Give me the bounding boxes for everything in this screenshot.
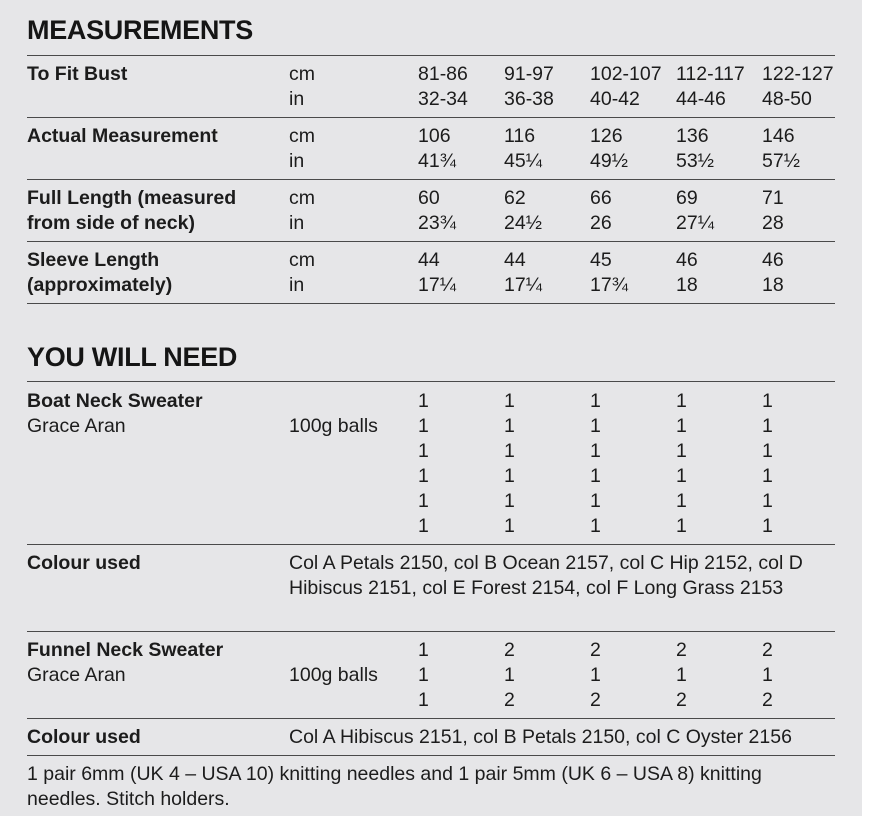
size-value: 44 (504, 249, 526, 271)
ball-count: 1 (676, 664, 687, 686)
ball-count: 1 (676, 490, 687, 512)
size-value: 69 (676, 187, 698, 209)
size-value: 23¾ (418, 212, 456, 234)
ball-count: 1 (418, 440, 429, 462)
divider (27, 755, 835, 756)
ball-count: 1 (504, 515, 515, 537)
colour-used-label: Colour used (27, 552, 141, 574)
size-value: 136 (676, 125, 709, 147)
colour-list: Col A Hibiscus 2151, col B Petals 2150, col C Oyster 2156 (289, 726, 792, 748)
garment-title: Boat Neck Sweater (27, 390, 203, 412)
ball-count: 1 (676, 440, 687, 462)
size-value: 26 (590, 212, 612, 234)
size-value: 102-107 (590, 63, 662, 85)
size-value: 44 (418, 249, 440, 271)
ball-count: 1 (676, 390, 687, 412)
ball-count: 1 (676, 415, 687, 437)
ball-count: 2 (504, 639, 515, 661)
ball-count: 1 (762, 415, 773, 437)
ball-count: 1 (590, 664, 601, 686)
divider (27, 381, 835, 382)
unit-label: cm (289, 63, 315, 85)
unit-label: in (289, 212, 305, 234)
ball-count: 1 (676, 465, 687, 487)
divider (27, 117, 835, 118)
size-value: 44-46 (676, 88, 726, 110)
ball-count: 1 (418, 390, 429, 412)
divider (27, 718, 835, 719)
colour-list: Col A Petals 2150, col B Ocean 2157, col C Hip 2152, col D Hibiscus 2151, col E Forest 2154, col F Long Grass 2153 (289, 552, 803, 599)
ball-count: 1 (590, 415, 601, 437)
ball-count: 1 (504, 490, 515, 512)
size-value: 45 (590, 249, 612, 271)
unit-label: in (289, 274, 305, 296)
ball-count: 1 (762, 515, 773, 537)
ball-count: 1 (418, 490, 429, 512)
size-value: 57½ (762, 150, 800, 172)
ball-count: 1 (590, 390, 601, 412)
divider (27, 631, 835, 632)
row-label-line2: (approximately) (27, 274, 173, 296)
size-value: 60 (418, 187, 440, 209)
divider (27, 303, 835, 304)
size-value: 81-86 (418, 63, 468, 85)
size-value: 18 (762, 274, 784, 296)
size-value: 48-50 (762, 88, 812, 110)
divider (27, 544, 835, 545)
unit-label: cm (289, 249, 315, 271)
ball-count: 1 (418, 639, 429, 661)
colour-used-label: Colour used (27, 726, 141, 748)
ball-count: 1 (418, 515, 429, 537)
ball-count: 1 (418, 664, 429, 686)
ball-count: 2 (590, 689, 601, 711)
measurements-heading: MEASUREMENTS (27, 15, 253, 45)
ball-count: 2 (762, 639, 773, 661)
ball-count: 1 (504, 415, 515, 437)
ball-count: 2 (676, 639, 687, 661)
ball-count: 2 (504, 689, 515, 711)
ball-count: 1 (418, 415, 429, 437)
ball-count: 1 (418, 689, 429, 711)
unit-label: cm (289, 187, 315, 209)
size-value: 62 (504, 187, 526, 209)
size-value: 17¾ (590, 274, 628, 296)
divider (27, 241, 835, 242)
size-value: 41¾ (418, 150, 456, 172)
size-value: 45¼ (504, 150, 542, 172)
row-label: Sleeve Length (27, 249, 160, 271)
divider (27, 55, 835, 56)
size-value: 17¼ (504, 274, 542, 296)
size-value: 66 (590, 187, 612, 209)
size-value: 71 (762, 187, 784, 209)
row-label-line2: from side of neck) (27, 212, 195, 234)
unit-label: cm (289, 125, 315, 147)
ball-count: 1 (590, 490, 601, 512)
size-value: 32-34 (418, 88, 468, 110)
size-value: 106 (418, 125, 451, 147)
needles-note: 1 pair 6mm (UK 4 – USA 10) knitting needles and 1 pair 5mm (UK 6 – USA 8) knitting needles. Stitch holders. (27, 763, 762, 810)
ball-count: 2 (762, 689, 773, 711)
yarn-name: Grace Aran (27, 664, 126, 686)
garment-title: Funnel Neck Sweater (27, 639, 224, 661)
ball-count: 1 (504, 390, 515, 412)
size-value: 112-117 (676, 63, 745, 85)
size-value: 91-97 (504, 63, 554, 85)
size-value: 116 (504, 125, 536, 147)
size-value: 36-38 (504, 88, 554, 110)
ball-count: 1 (676, 515, 687, 537)
you-will-need-heading: YOU WILL NEED (27, 342, 238, 372)
size-value: 46 (762, 249, 784, 271)
ball-count: 1 (504, 664, 515, 686)
size-value: 46 (676, 249, 698, 271)
yarn-unit: 100g balls (289, 664, 378, 686)
ball-count: 2 (590, 639, 601, 661)
size-value: 53½ (676, 150, 714, 172)
yarn-name: Grace Aran (27, 415, 126, 437)
size-value: 122-127 (762, 63, 834, 85)
size-value: 28 (762, 212, 784, 234)
ball-count: 1 (590, 465, 601, 487)
ball-count: 1 (762, 390, 773, 412)
size-value: 49½ (590, 150, 628, 172)
yarn-unit: 100g balls (289, 415, 378, 437)
size-value: 40-42 (590, 88, 640, 110)
ball-count: 1 (418, 465, 429, 487)
ball-count: 1 (762, 664, 773, 686)
unit-label: in (289, 88, 305, 110)
row-label: Full Length (measured (27, 187, 237, 209)
ball-count: 1 (590, 440, 601, 462)
ball-count: 1 (762, 490, 773, 512)
ball-count: 1 (504, 440, 515, 462)
ball-count: 1 (504, 465, 515, 487)
unit-label: in (289, 150, 305, 172)
size-value: 27¼ (676, 212, 714, 234)
ball-count: 2 (676, 689, 687, 711)
row-label: Actual Measurement (27, 125, 218, 147)
size-value: 17¼ (418, 274, 456, 296)
size-value: 146 (762, 125, 795, 147)
ball-count: 1 (762, 465, 773, 487)
row-label: To Fit Bust (27, 63, 128, 85)
size-value: 24½ (504, 212, 542, 234)
ball-count: 1 (590, 515, 601, 537)
size-value: 18 (676, 274, 698, 296)
size-value: 126 (590, 125, 623, 147)
ball-count: 1 (762, 440, 773, 462)
divider (27, 179, 835, 180)
